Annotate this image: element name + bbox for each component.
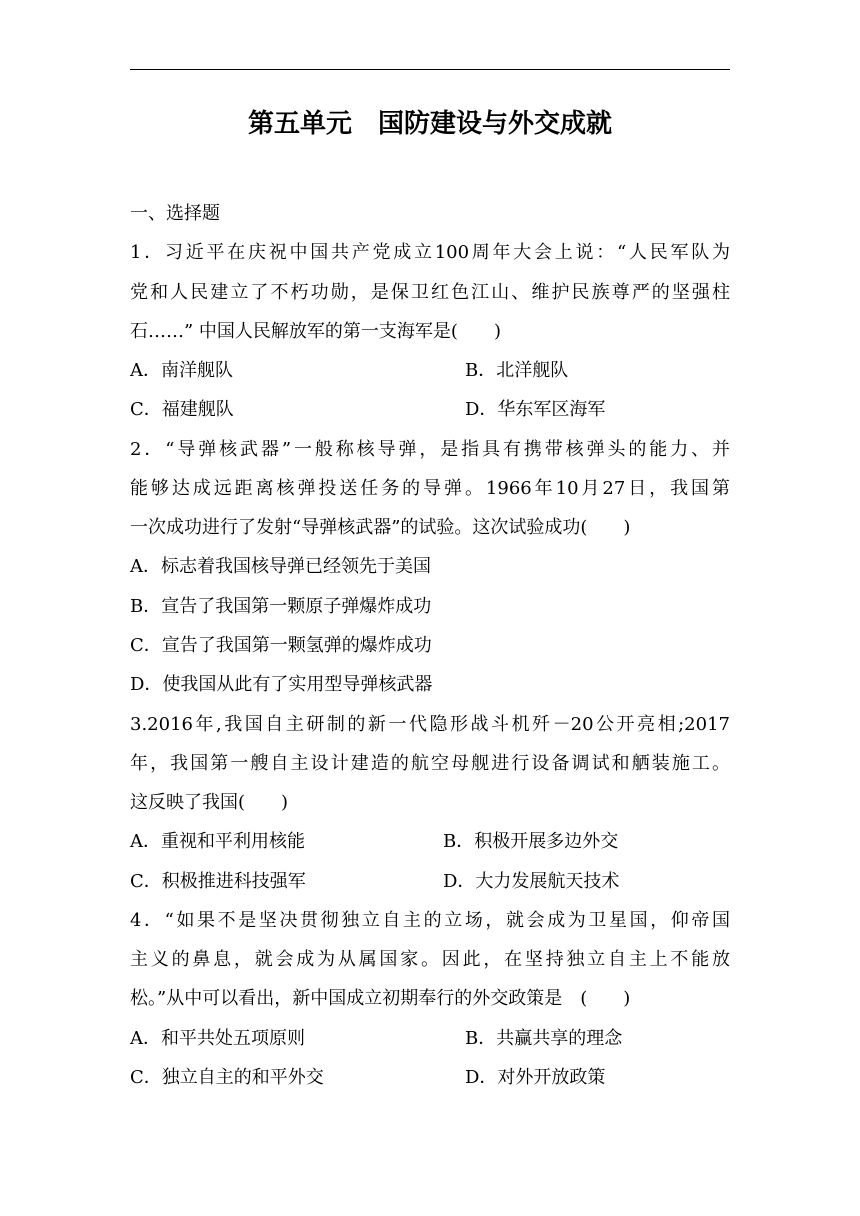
q2-option-b[interactable]: B．宣告了我国第一颗原子弹爆炸成功	[130, 596, 432, 617]
q3-option-d[interactable]: D．大力发展航天技术	[443, 871, 620, 892]
q4-option-b[interactable]: B．共赢共享的理念	[465, 1028, 623, 1049]
q1-option-d[interactable]: D．华东军区海军	[465, 399, 606, 420]
page-title: 第五单元 国防建设与外交成就	[247, 109, 612, 139]
q2-option-d[interactable]: D．使我国从此有了实用型导弹核武器	[130, 674, 433, 695]
q2-option-c[interactable]: C．宣告了我国第一颗氢弹的爆炸成功	[130, 635, 432, 656]
q3-option-c[interactable]: C．积极推进科技强军	[130, 871, 306, 892]
q2-stem-line-3: 一次成功进行了发射“导弹核武器”的试验。这次试验成功( )	[130, 517, 631, 538]
q4-stem-line-2: 主义的鼻息，就会成为从属国家。因此，在坚持独立自主上不能放	[130, 949, 730, 970]
q1-stem-line-2: 党和人民建立了不朽功勋，是保卫红色江山、维护民族尊严的坚强柱	[130, 282, 730, 303]
q3-option-a[interactable]: A．重视和平利用核能	[130, 831, 305, 852]
q3-stem-line-2: 年，我国第一艘自主设计建造的航空母舰进行设备调试和舾装施工。	[130, 753, 730, 774]
q4-stem-line-1: 4．“如果不是坚决贯彻独立自主的立场，就会成为卫星国，仰帝国	[130, 910, 730, 931]
q3-stem-line-3: 这反映了我国( )	[130, 792, 289, 813]
header-rule	[130, 69, 730, 70]
section-heading: 一、选择题	[130, 203, 220, 224]
q2-stem-line-1: 2．“导弹核武器”一般称核导弹，是指具有携带核弹头的能力、并	[130, 439, 730, 460]
q1-stem-line-1: 1．习近平在庆祝中国共产党成立100周年大会上说：“人民军队为	[130, 242, 730, 263]
q1-option-b[interactable]: B．北洋舰队	[465, 360, 569, 381]
q2-stem-line-2: 能够达成远距离核弹投送任务的导弹。1966年10月27日，我国第	[130, 478, 730, 499]
q1-option-c[interactable]: C．福建舰队	[130, 399, 234, 420]
q3-option-b[interactable]: B．积极开展多边外交	[443, 831, 619, 852]
q1-stem-line-3: 石……” 中国人民解放军的第一支海军是( )	[130, 321, 501, 342]
q4-option-a[interactable]: A．和平共处五项原则	[130, 1028, 305, 1049]
q4-option-c[interactable]: C．独立自主的和平外交	[130, 1067, 324, 1088]
q2-option-a[interactable]: A．标志着我国核导弹已经领先于美国	[130, 556, 431, 577]
q4-option-d[interactable]: D．对外开放政策	[465, 1067, 606, 1088]
q4-stem-line-3: 松。”从中可以看出，新中国成立初期奉行的外交政策是 ( )	[130, 988, 631, 1009]
q1-option-a[interactable]: A．南洋舰队	[130, 360, 233, 381]
q3-stem-line-1: 3.2016年,我国自主研制的新一代隐形战斗机歼－20公开亮相;2017	[130, 714, 730, 735]
